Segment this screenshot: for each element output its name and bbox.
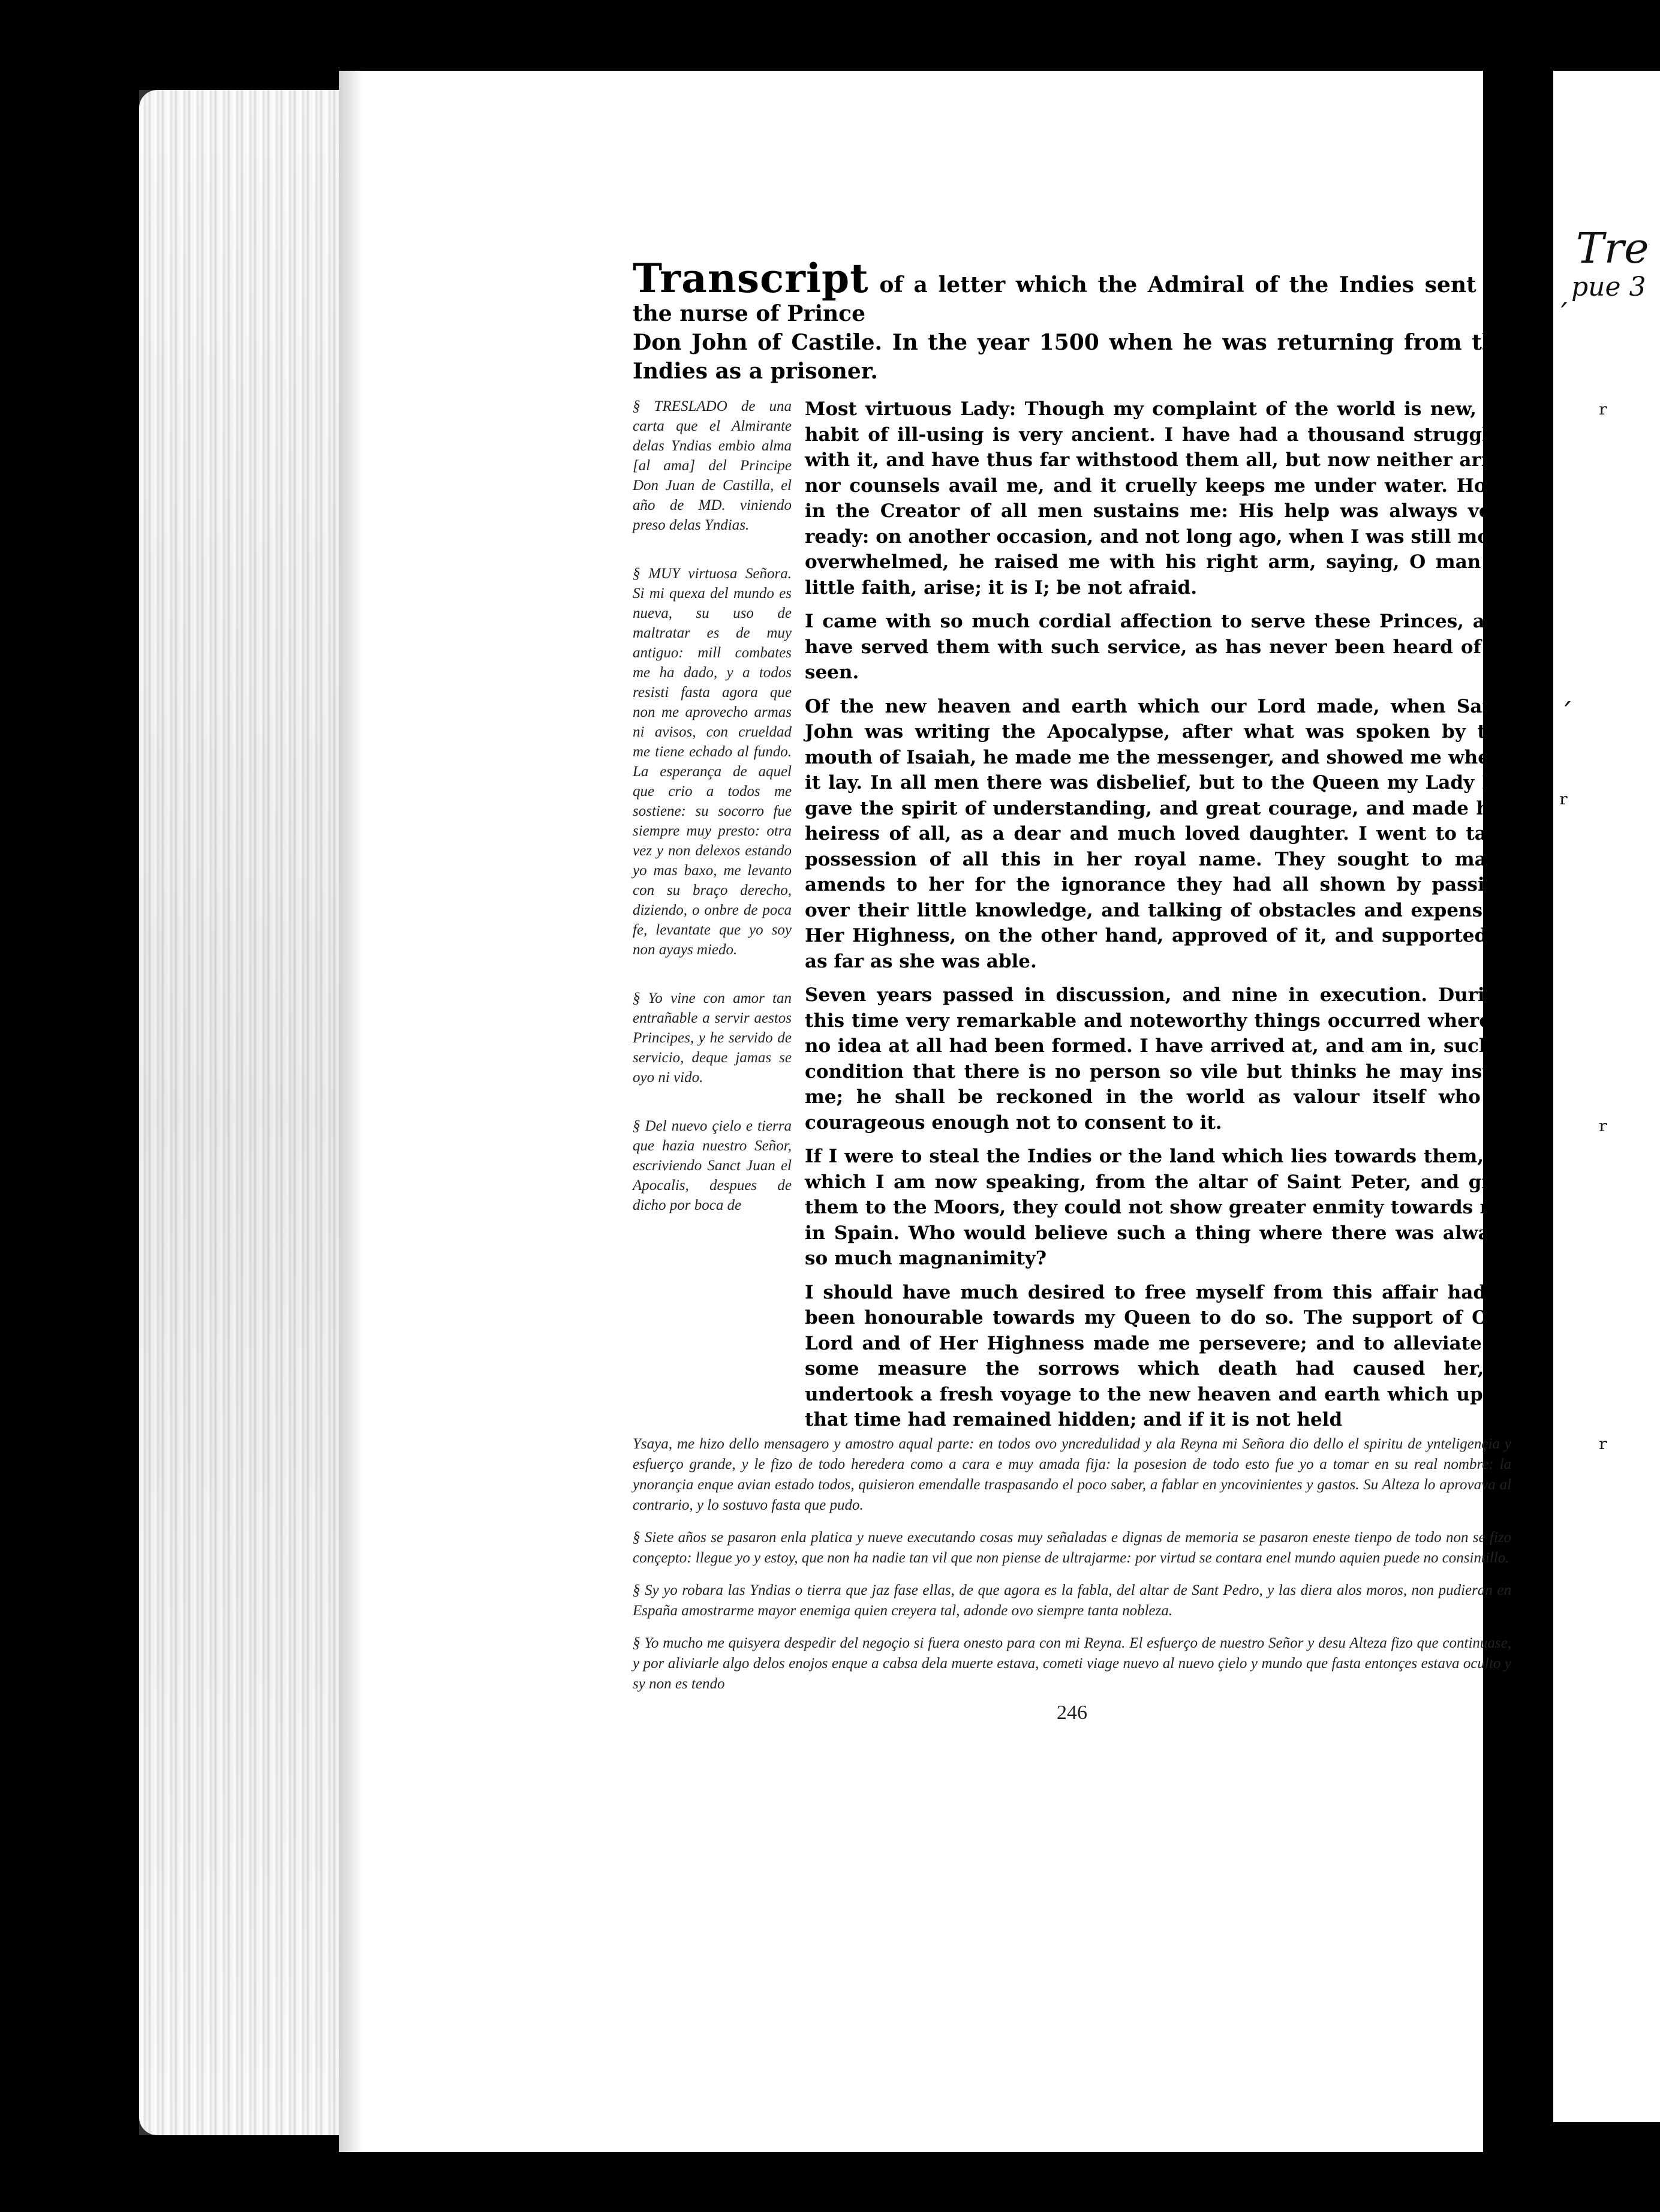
- adjacent-page-fragment-sub: pue 3: [1571, 272, 1646, 302]
- spanish-paragraph: § Siete años se pasaron enla platica y nueve executando cosas muy señaladas e dignas de memoria se pasaron eneste tienpo de todo non se fizo conçepto: llegue yo y estoy, que non ha nadie tan vil que non piense de ultrajarme: por virtud se contara enel mundo aquien puede no consintillo.: [633, 1529, 1511, 1566]
- title-line1: of a letter which the Admiral of the Indies sent to the nurse of Prince: [633, 272, 1511, 326]
- adjacent-page-fragment-top: Tre: [1576, 224, 1649, 273]
- letter-content: [633, 255, 1511, 1724]
- page-title: [633, 255, 1511, 386]
- sidenote: § Yo vine con amor tan entrañable a servir aestos Principes, y he servido de servicio, deque jamas se oyo ni vido.: [633, 990, 792, 1086]
- spanish-sidenotes: [633, 396, 805, 1433]
- sidenote: § MUY virtuosa Señora. Si mi quexa del mundo es nueva, su uso de maltratar es de muy antiguo: mill combates me ha dado, y a todos resisti fasta agora que non me aprovecho armas ni avisos, con crueldad me tiene echado al fundo. La esperança de aquel que crio a todos me sostiene: su socorro fue siempre muy presto: otra vez y non delexos estando yo mas baxo, me levanto con su braço derecho, diziendo, o onbre de poca fe, levantate que yo soy non ayays miedo.: [633, 566, 792, 958]
- paragraph: I should have much desired to free myself from this affair had it been honourable towards my Queen to do so. The support of Our Lord and of Her Highness made me persevere; and to alleviate in some measure the sorrows which death had caused her, I undertook a fresh voyage to the new heaven and earth which up to that time had remained hidden; and if it is not held: [805, 1281, 1511, 1430]
- two-column-body: [633, 396, 1511, 1433]
- spanish-paragraph: Ysaya, me hizo dello mensagero y amostro aqual parte: en todos ovo yncredulidad y ala Reyna mi Señora dio dello el spiritu de ynteligençia y esfuerço grande, y le fizo de todo heredera como a cara e muy amada fija: la posesion de todo esto fue yo a tomar en su real nombre: la ynorançia enque avian estado todos, quisieron emendalle traspasando el poco saber, a fablar en yncovinientes y gastos. Su Alteza lo aprovava al contrario, y lo sostuvo fasta que pudo.: [633, 1435, 1511, 1513]
- paragraph: I came with so much cordial affection to serve these Princes, and have served them with such service, as has never been heard of or seen.: [805, 611, 1511, 683]
- paragraph: Of the new heaven and earth which our Lord made, when Saint John was writing the Apocalypse, after what was spoken by the mouth of Isaiah, he made me the messenger, and showed me where it lay. In all men there was disbelief, but to the Queen my Lady He gave the spirit of understanding, and great courage, and made her heiress of all, as a dear and much loved daughter. I went to take possession of all this in her royal name. They sought to make amends to her for the ignorance they had all shown by passing over their little knowledge, and talking of obstacles and expenses. Her Highness, on the other hand, approved of it, and supported it as far as she was able.: [805, 695, 1511, 972]
- spanish-paragraph: § Yo mucho me quisyera despedir del negoçio si fuera onesto para con mi Reyna. El esfuerço de nuestro Señor y desu Alteza fizo que continuase, y por aliviarle algo delos enojos enque a cabsa dela muerte estava, cometi viage nuevo al nuevo çielo y mundo que fasta entonçes estava oculto y sy non es tendo: [633, 1634, 1511, 1692]
- paragraph: Seven years passed in discussion, and nine in execution. During this time very remarkable and noteworthy things occurred whereof no idea at all had been formed. I have arrived at, and am in, such a condition that there is no person so vile but thinks he may insult me; he shall be reckoned in the world as valour itself who is courageous enough not to consent to it.: [805, 984, 1511, 1134]
- english-translation: [805, 396, 1511, 1433]
- adjacent-page: [1553, 71, 1660, 2122]
- sidenote: § TRESLADO de una carta que el Almirante delas Yndias embio alma [al ama] del Principe Don Juan de Castilla, el año de MD. viniendo preso delas Yndias.: [633, 398, 792, 533]
- paragraph: If I were to steal the Indies or the land which lies towards them, of which I am now speaking, from the altar of Saint Peter, and give them to the Moors, they could not show greater enmity towards me in Spain. Who would believe such a thing where there was always so much magnanimity?: [805, 1146, 1511, 1269]
- margin-mark: ʳ: [1599, 398, 1608, 430]
- margin-mark: ˊ: [1559, 698, 1573, 730]
- paragraph: Most virtuous Lady: Though my complaint of the world is new, its habit of ill-using is very ancient. I have had a thousand struggles with it, and have thus far withstood them all, but now neither arms nor counsels avail me, and it cruelly keeps me under water. Hope in the Creator of all men sustains me: His help was always very ready: on another occasion, and not long ago, when I was still more overwhelmed, he raised me with his right arm, saying, O man of little faith, arise; it is I; be not afraid.: [805, 398, 1511, 599]
- margin-mark: ʳ: [1559, 788, 1569, 820]
- spanish-paragraph: § Sy yo robara las Yndias o tierra que jaz fase ellas, de que agora es la fabla, del altar de Sant Pedro, y las diera alos moros, non pudieran en España amostrarme mayor enemiga quien creyera tal, adonde ovo siempre tanta nobleza.: [633, 1582, 1511, 1619]
- page-number: 246: [1057, 1701, 1087, 1724]
- title-line2: Don John of Castile. In the year 1500 when he was returning from the Indies as a prisoner.: [633, 330, 1511, 384]
- margin-mark: ʳ: [1599, 1114, 1608, 1147]
- gutter-shadow: [339, 71, 363, 2152]
- book-fore-edge: [139, 90, 343, 2135]
- sidenote: § Del nuevo çielo e tierra que hazia nuestro Señor, escriviendo Sanct Juan el Apocalis, despues de dicho por boca de: [633, 1118, 792, 1213]
- margin-mark: ˊ: [1556, 299, 1569, 331]
- margin-mark: ʳ: [1599, 1432, 1608, 1465]
- spanish-continuation: [633, 1434, 1511, 1694]
- title-lead: Transcript: [633, 255, 869, 302]
